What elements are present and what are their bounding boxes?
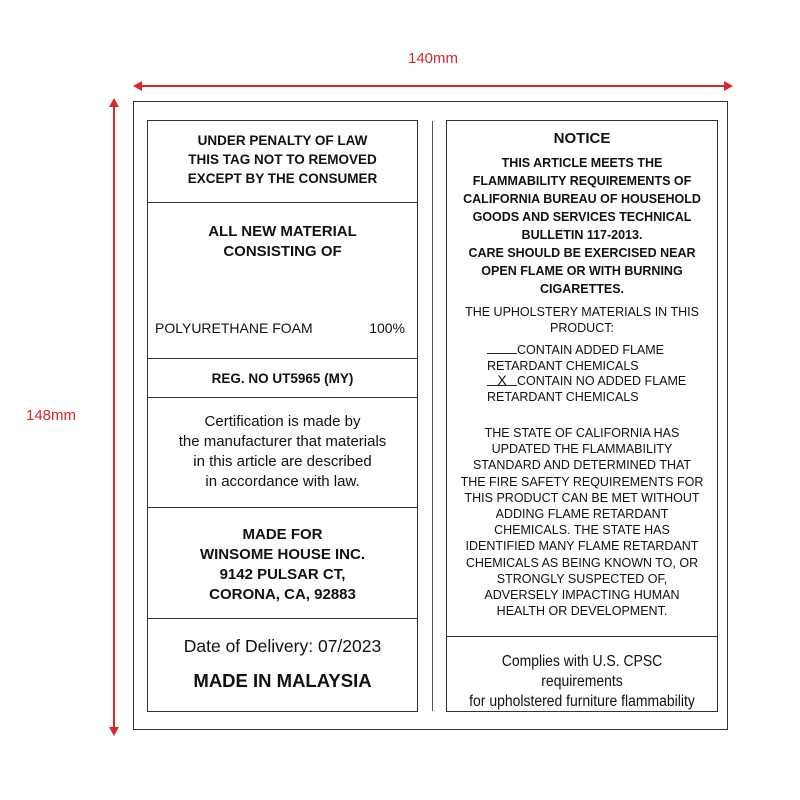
made-for-line: CORONA, CA, 92883 [209,586,356,603]
left-panel [147,120,418,712]
state-line: IDENTIFIED MANY FLAME RETARDANT [465,539,699,554]
width-dimension-line [140,85,725,87]
state-line: CHEMICALS AS BEING KNOWN TO, OR [465,555,699,570]
right-panel [446,120,718,712]
notice-line: GOODS AND SERVICES TECHNICAL [472,210,692,224]
material-name: POLYURETHANE FOAM [155,320,313,336]
arrow-left-icon [133,81,142,91]
reg-no-section [148,359,417,398]
warning-line: THIS TAG NOT TO REMOVED [188,152,377,167]
cpsc-compliance [461,652,704,712]
notice-section [447,121,717,637]
notice-line: CIGARETTES. [539,282,625,296]
state-of-california-text [447,425,717,619]
state-line: THIS PRODUCT CAN BE MET WITHOUT [464,490,700,505]
made-for-line: 9142 PULSAR CT, [219,566,346,583]
delivery-date: Date of Delivery: 07/2023 [183,636,382,656]
cpsc-line: for upholstered furniture flammability [469,693,695,710]
notice-title: NOTICE [553,130,611,147]
option-checkbox [487,341,517,354]
upholstery-intro-line: PRODUCT: [550,321,614,335]
notice-line: CALIFORNIA BUREAU OF HOUSEHOLD [463,192,701,206]
height-dimension-line [113,104,115,732]
material-heading-line: ALL NEW MATERIAL [208,223,357,240]
state-line: ADVERSELY IMPACTING HUMAN [484,588,680,603]
notice-line: BULLETIN 117-2013. [521,228,643,242]
certification-line: in accordance with law. [205,473,360,490]
cpsc-section [447,637,717,711]
made-for-line: MADE FOR [242,526,323,543]
notice-line: THIS ARTICLE MEETS THE [501,156,663,170]
option-label: CONTAIN NO ADDED FLAME [517,374,687,388]
state-line: UPDATED THE FLAMMABILITY [491,442,673,457]
arrow-right-icon [724,81,733,91]
material-heading-line: CONSISTING OF [223,243,342,260]
option-label: RETARDANT CHEMICALS [487,359,639,373]
option-added-flame-retardant [487,341,664,374]
option-label: RETARDANT CHEMICALS [487,390,639,404]
cpsc-line: Complies with U.S. CPSC requirements [501,653,663,690]
state-line: THE STATE OF CALIFORNIA HAS [484,426,680,440]
certification-line: in this article are described [193,453,372,470]
certification-section [148,398,417,508]
certification-line: the manufacturer that materials [178,433,387,450]
state-line: CHEMICALS. THE STATE HAS [494,523,670,538]
upholstery-intro [447,304,717,336]
state-line: STANDARD AND DETERMINED THAT [472,458,692,473]
notice-line: FLAMMABILITY REQUIREMENTS OF [472,174,692,188]
warning-line: EXCEPT BY THE CONSUMER [187,171,378,186]
state-line: THE FIRE SAFETY REQUIREMENTS FOR [460,474,704,489]
made-for-section [148,508,417,619]
state-line: ADDING FLAME RETARDANT [495,507,669,522]
fold-divider [432,121,433,711]
state-line: STRONGLY SUSPECTED OF, [496,571,668,586]
arrow-down-icon [109,727,119,736]
height-dimension-label: 148mm [26,407,77,424]
notice-line: OPEN FLAME OR WITH BURNING [481,264,683,278]
state-line: HEALTH OR DEVELOPMENT. [496,604,668,619]
width-dimension-label: 140mm [407,50,459,67]
arrow-up-icon [109,98,119,107]
material-percent: 100% [369,320,405,336]
option-checkbox: X [487,373,517,386]
material-heading [148,222,417,262]
country-of-origin: MADE IN MALAYSIA [193,670,372,691]
made-for-line: WINSOME HOUSE INC. [199,546,365,563]
reg-no: REG. NO UT5965 (MY) [211,371,354,386]
option-no-added-flame-retardant [487,373,686,405]
notice-line: CARE SHOULD BE EXERCISED NEAR [468,246,696,260]
delivery-section [148,619,417,711]
upholstery-intro-line: THE UPHOLSTERY MATERIALS IN THIS [465,305,699,319]
notice-text [447,154,717,298]
warning-line: UNDER PENALTY OF LAW [197,133,368,148]
option-label: CONTAIN ADDED FLAME [517,343,665,357]
certification-line: Certification is made by [204,413,361,430]
warning-section [148,121,417,203]
